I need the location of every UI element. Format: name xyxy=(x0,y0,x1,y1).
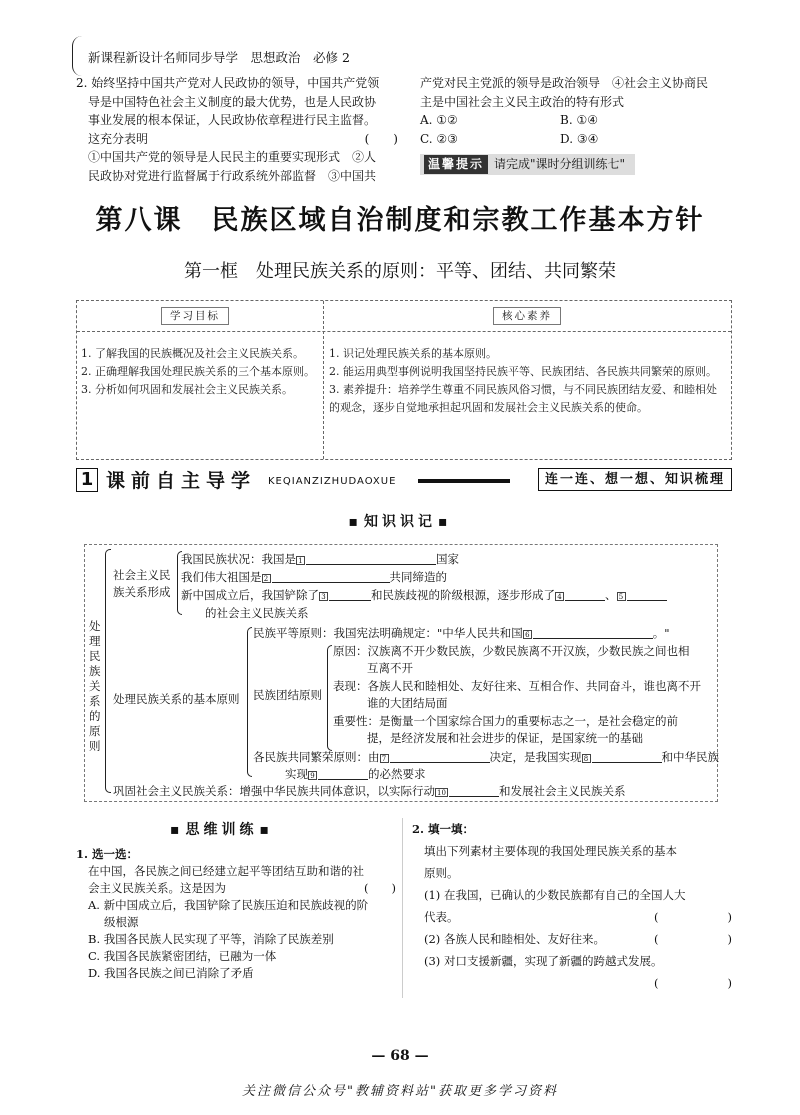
option-line: 产党对民主党派的领导是政治领导 ④社会主义协商民 xyxy=(420,76,709,90)
learning-goals-tag: 学习目标 xyxy=(161,307,229,325)
stem-line: 导是中国特色社会主义制度的最大优势，也是人民政协 xyxy=(88,94,377,109)
banner-bar xyxy=(418,479,510,483)
formation-item-1: 我国民族状况：我国是 1 国家 xyxy=(181,552,459,566)
choice-c: C. ②③ xyxy=(420,131,458,146)
q1-stem: 在中国，各民族之间已经建立起平等团结互助和谐的社 xyxy=(88,864,364,878)
q2-item-3b xyxy=(412,972,732,994)
goals-divider xyxy=(323,301,324,459)
q2-item-1b: 代表。 ( ) xyxy=(412,906,732,928)
prev-question-2-left xyxy=(76,74,398,185)
branch-principles: 处理民族关系的基本原则 xyxy=(113,692,240,706)
literacy-item: 2. 能运用典型事例说明我国坚持民族平等、民族团结、各民族共同繁荣的原则。 xyxy=(329,365,717,378)
q2-stem: 填出下列素材主要体现的我国处理民族关系的基本 xyxy=(424,844,677,858)
goal-item: 3. 分析如何巩固和发展社会主义民族关系。 xyxy=(81,383,293,396)
goals-table xyxy=(76,300,732,460)
q1-option-d: D. 我国各民族之间已消除了矛盾 xyxy=(88,966,254,980)
q2-stem-2: 原则。 xyxy=(424,866,459,880)
page-number: — 68 — xyxy=(371,1048,429,1064)
page-header: 新课程新设计名师同步导学 思想政治 必修 2 xyxy=(88,50,350,65)
choice-a: A. ①② xyxy=(420,113,458,127)
principles-brace xyxy=(247,627,252,777)
unity-reason: 原因：汉族离不开少数民族，少数民族离不开汉族，少数民族之间也相 xyxy=(333,644,690,658)
q2-label: 2. 填一填： xyxy=(412,822,475,836)
section-title: 课前自主导学 xyxy=(106,470,257,492)
principle-unity: 民族团结原则 xyxy=(253,688,322,702)
choice-d: D. ③④ xyxy=(560,131,599,146)
unity-manifest-2: 谁的大团结局面 xyxy=(367,696,448,710)
option-line: 主是中国社会主义民主政治的特有形式 xyxy=(420,94,625,109)
q1-option-b: B. 我国各民族人民实现了平等，消除了民族差别 xyxy=(88,932,334,946)
branch-consolidate: 巩固社会主义民族关系：增强中华民族共同体意识，以实际行动 10 和发展社会主义民族关系 xyxy=(113,784,626,798)
tip-text: 请完成"课时分组训练七" xyxy=(494,157,626,171)
option-line: ①中国共产党的领导是人民民主的重要实现形式 ②人 xyxy=(88,150,377,164)
q2-item-1: (1) 在我国，已确认的少数民族都有自己的全国人大 xyxy=(424,888,686,902)
section-subtitle: 连一连、想一想、知识梳理 xyxy=(538,468,732,491)
goal-item: 1. 了解我国的民族概况及社会主义民族关系。 xyxy=(81,347,304,360)
unity-manifest: 表现：各族人民和睦相处、友好往来、互相合作、共同奋斗，谁也离不开 xyxy=(333,679,701,693)
literacy-item: 1. 识记处理民族关系的基本原则。 xyxy=(329,347,497,360)
q1-label: 1. 选一选： xyxy=(76,847,139,861)
goals-hline xyxy=(77,331,731,332)
principle-prosperity-2: 实现 9 的必然要求 xyxy=(285,767,426,781)
q1-option-c: C. 我国各民族紧密团结，已融为一体 xyxy=(88,949,277,963)
root-brace xyxy=(105,549,111,793)
unity-reason-2: 互离不开 xyxy=(367,661,413,675)
stem-line: 2. 始终坚持中国共产党对人民政协的领导，中国共产党领 xyxy=(76,76,380,90)
branch-formation: 社会主义民族关系形成 xyxy=(113,568,171,599)
q2-paren-1: ( ) xyxy=(654,910,732,924)
tip-box xyxy=(420,154,635,175)
q2-item-2: (2) 各族人民和睦相处、友好往来。 ( ) xyxy=(412,928,732,950)
knowledge-tree xyxy=(84,544,718,802)
stem-line: 事业发展的根本保证，人民政协依章程进行民主监督。 xyxy=(88,113,377,127)
tip-label: 温馨提示 xyxy=(424,155,488,174)
goal-item: 2. 正确理解我国处理民族关系的三个基本原则。 xyxy=(81,365,315,378)
core-literacy-list xyxy=(329,345,725,417)
section-number: 1 xyxy=(76,468,98,492)
formation-item-2: 我们伟大祖国是 2 共同缔造的 xyxy=(181,570,447,584)
q2-item-3: (3) 对口支援新疆，实现了新疆的跨越式发展。 xyxy=(424,954,663,968)
principle-prosperity: 各民族共同繁荣原则：由 7 决定，是我国实现 8 和中华民族 xyxy=(253,750,719,764)
tree-root: 处理民族关系的原则 xyxy=(89,619,101,753)
stem-line: 这充分表明 ( ) xyxy=(76,130,398,149)
formation-item-3: 新中国成立后，我国铲除了 3 和民族歧视的阶级根源，逐步形成了 4 、 5 xyxy=(181,587,667,604)
learning-goals-list xyxy=(81,345,317,399)
section-pinyin: KEQIANZIZHUDAOXUE xyxy=(268,476,397,487)
column-divider xyxy=(402,818,403,998)
footer-note: 关注微信公众号"教辅资料站"获取更多学习资料 xyxy=(242,1084,558,1099)
lesson-title: 第八课 民族区域自治制度和宗教工作基本方针 xyxy=(95,205,705,236)
q1-paren: ( ) xyxy=(364,881,396,895)
prev-question-2-right xyxy=(420,74,732,175)
q1-stem-2: 会主义民族关系。这是因为 ( ) xyxy=(88,881,396,895)
q2-paren-2: ( ) xyxy=(654,932,732,946)
question-2 xyxy=(412,818,732,994)
thinking-title: ▪ 思维训练 ▪ xyxy=(170,820,273,842)
section-banner xyxy=(76,468,732,492)
unity-importance-2: 提，是经济发展和社会进步的保证，是国家统一的基础 xyxy=(367,731,643,745)
q2-paren-3: ( ) xyxy=(654,976,732,990)
q1-option-a: A. 新中国成立后，我国铲除了民族压迫和民族歧视的阶 xyxy=(88,898,369,912)
frame-title: 第一框 处理民族关系的原则：平等、团结、共同繁荣 xyxy=(184,261,616,282)
unity-importance: 重要性：是衡量一个国家综合国力的重要标志之一，是社会稳定的前 xyxy=(333,714,678,728)
literacy-item: 3. 素养提升：培养学生尊重不同民族风俗习惯，与不同民族团结友爱、和睦相处的观念，逐步自觉地承担起巩固和发展社会主义民族关系的使命。 xyxy=(329,383,717,414)
answer-paren: ( ) xyxy=(364,131,398,146)
option-line: 民政协对党进行监督属于行政系统外部监督 ③中国共 xyxy=(88,168,377,183)
core-literacy-tag: 核心素养 xyxy=(493,307,561,325)
question-1 xyxy=(76,846,396,982)
principle-equality: 民族平等原则：我国宪法明确规定："中华人民共和国 6 。" xyxy=(253,626,670,640)
knowledge-title: ▪ 知识识记 ▪ xyxy=(0,512,800,534)
choice-b: B. ①④ xyxy=(560,113,598,127)
q1-option-a-2: 级根源 xyxy=(104,915,139,929)
formation-item-3b: 的社会主义民族关系 xyxy=(205,606,309,620)
header-curl xyxy=(72,36,82,76)
unity-brace xyxy=(327,645,332,751)
